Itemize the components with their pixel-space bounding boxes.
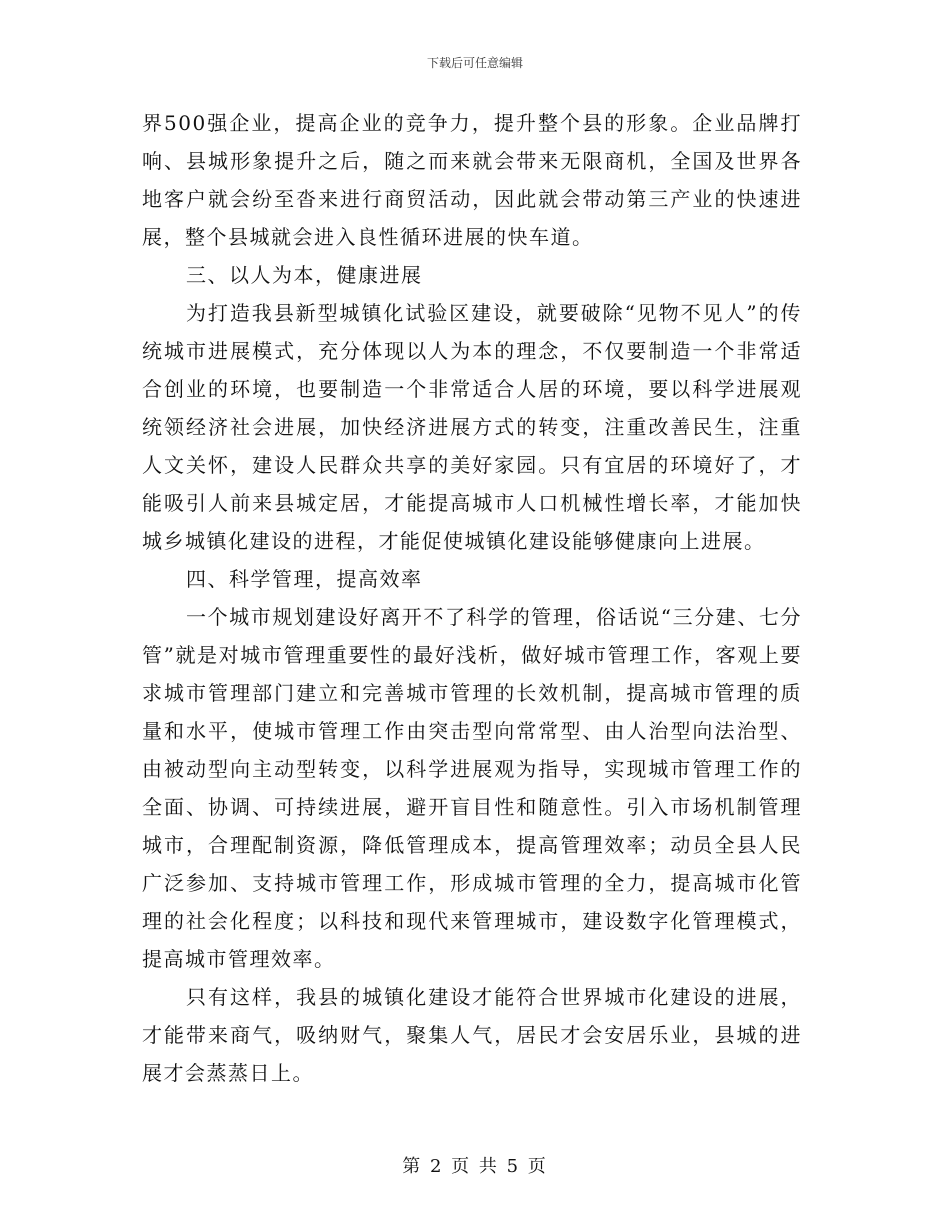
section-heading-4: 四、科学管理，提高效率: [186, 567, 423, 591]
paragraph-conclusion: 只有这样，我县的城镇化建设才能符合世界城市化建设的进展，才能带来商气，吸纳财气，聚集人气，居民才会安居乐业，县城的进展才会蒸蒸日上。: [142, 985, 802, 1085]
paragraph-scientific-management: 一个城市规划建设好离开不了科学的管理，俗话说“三分建、七分管”就是对城市管理重要性的最好浅析，做好城市管理工作，客观上要求城市管理部门建立和完善城市管理的长效机制，提高城市管理的质量和水平，使城市管理工作由突击型向常常型、由人治型向法治型、由被动型向主动型转变，以科学进展观为指导，实现城市管理工作的全面、协调、可持续进展，避开盲目性和随意性。引入市场机制管理城市，合理配制资源，降低管理成本，提高管理效率；动员全县人民广泛参加、支持城市管理工作，形成城市管理的全力，提高城市化管理的社会化程度；以科技和现代来管理城市，建设数字化管理模式，提高城市管理效率。: [142, 605, 802, 971]
page-header: 下载后可任意编辑: [426, 56, 523, 70]
paragraph-continued: 界500强企业，提高企业的竞争力，提升整个县的形象。企业品牌打响、县城形象提升之后，随之而来就会带来无限商机，全国及世界各地客户就会纷至沓来进行商贸活动，因此就会带动第三产业的快速进展，整个县城就会进入良性循环进展的快车道。: [142, 111, 802, 249]
section-heading-3: 三、以人为本，健康进展: [186, 263, 423, 287]
document-body: [142, 104, 802, 1092]
paragraph-people-oriented: 为打造我县新型城镇化试验区建设，就要破除“见物不见人”的传统城市进展模式，充分体现以人为本的理念，不仅要制造一个非常适合创业的环境，也要制造一个非常适合人居的环境，要以科学进展观统领经济社会进展，加快经济进展方式的转变，注重改善民生，注重人文关怀，建设人民群众共享的美好家园。只有宜居的环境好了，才能吸引人前来县城定居，才能提高城市人口机械性增长率，才能加快城乡城镇化建设的进程，才能促使城镇化建设能够健康向上进展。: [142, 301, 802, 553]
page-footer: 第 2 页 共 5 页: [402, 1156, 548, 1177]
